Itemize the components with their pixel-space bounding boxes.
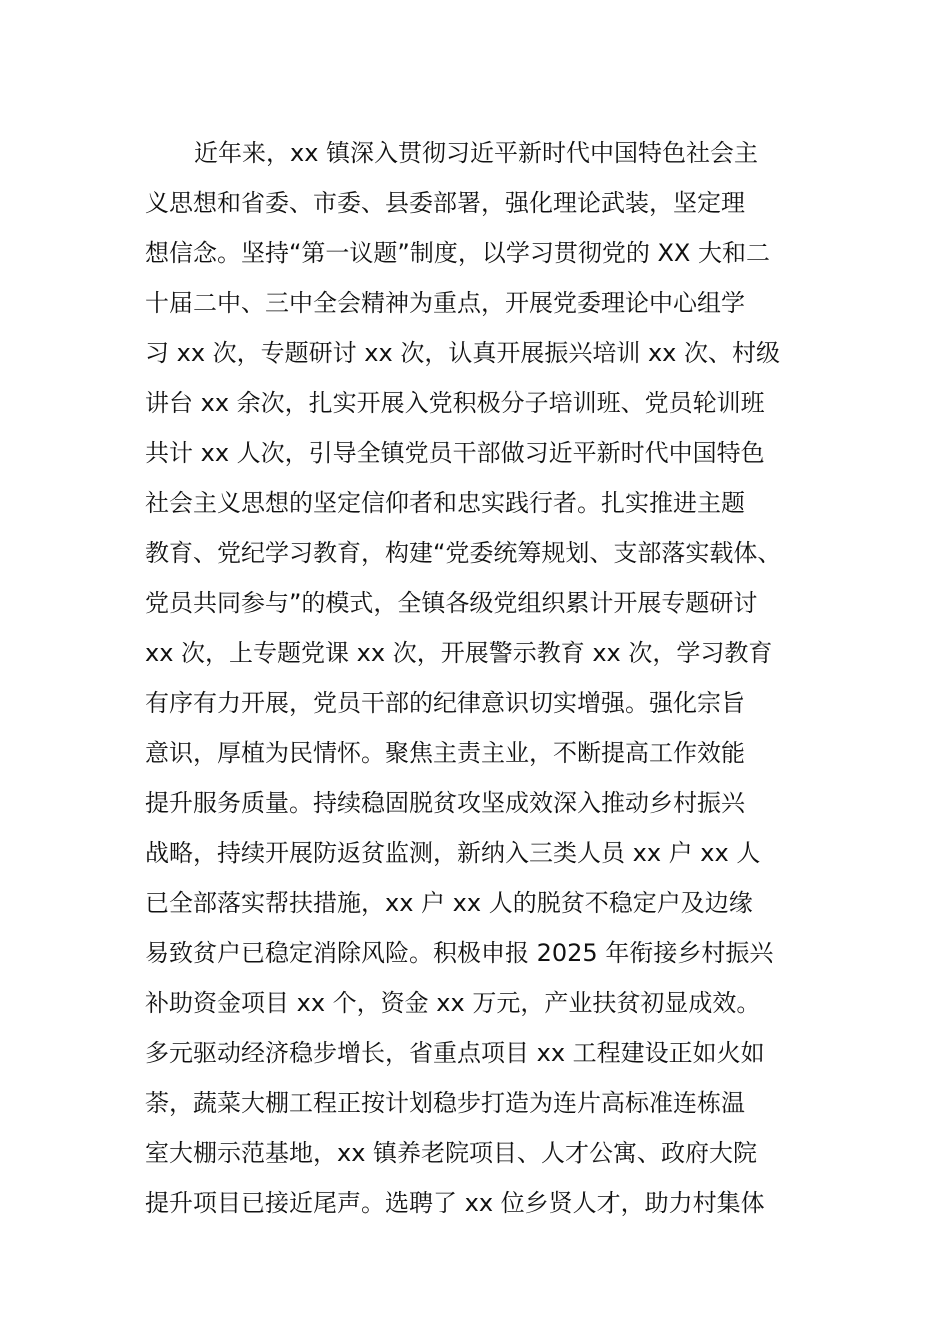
paragraph-line: 党员共同参与”的模式，全镇各级党组织累计开展专题研讨 bbox=[145, 589, 758, 617]
paragraph-line: xx 次，上专题党课 xx 次，开展警示教育 xx 次，学习教育 bbox=[145, 639, 773, 667]
paragraph-line: 多元驱动经济稳步增长，省重点项目 xx 工程建设正如火如 bbox=[145, 1039, 765, 1067]
paragraph-line: 想信念。坚持“第一议题”制度，以学习贯彻党的 XX 大和二 bbox=[145, 239, 771, 267]
body-paragraph bbox=[145, 128, 845, 1228]
paragraph-line: 战略，持续开展防返贫监测，新纳入三类人员 xx 户 xx 人 bbox=[145, 839, 761, 867]
paragraph-line: 已全部落实帮扶措施，xx 户 xx 人的脱贫不稳定户及边缘 bbox=[145, 889, 753, 917]
paragraph-line: 意识，厚植为民情怀。聚焦主责主业，不断提高工作效能 bbox=[145, 739, 745, 767]
paragraph-line: 社会主义思想的坚定信仰者和忠实践行者。扎实推进主题 bbox=[145, 489, 745, 517]
paragraph-line: 教育、党纪学习教育，构建“党委统筹规划、支部落实载体、 bbox=[145, 539, 782, 567]
paragraph-line: 提升项目已接近尾声。选聘了 xx 位乡贤人才，助力村集体 bbox=[145, 1189, 765, 1217]
paragraph-line: 十届二中、三中全会精神为重点，开展党委理论中心组学 bbox=[145, 289, 745, 317]
paragraph-line: 提升服务质量。持续稳固脱贫攻坚成效深入推动乡村振兴 bbox=[145, 789, 745, 817]
paragraph-line: 有序有力开展，党员干部的纪律意识切实增强。强化宗旨 bbox=[145, 689, 745, 717]
paragraph-line: 近年来，xx 镇深入贯彻习近平新时代中国特色社会主 bbox=[194, 139, 759, 167]
paragraph-line: 补助资金项目 xx 个，资金 xx 万元，产业扶贫初显成效。 bbox=[145, 989, 761, 1017]
paragraph-line: 义思想和省委、市委、县委部署，强化理论武装，坚定理 bbox=[145, 189, 745, 217]
paragraph-line: 室大棚示范基地，xx 镇养老院项目、人才公寓、政府大院 bbox=[145, 1139, 758, 1167]
paragraph-line: 易致贫户已稳定消除风险。积极申报 2025 年衔接乡村振兴 bbox=[145, 939, 774, 967]
paragraph-line: 荼，蔬菜大棚工程正按计划稳步打造为连片高标准连栋温 bbox=[145, 1089, 745, 1117]
paragraph-line: 习 xx 次，专题研讨 xx 次，认真开展振兴培训 xx 次、村级 bbox=[145, 339, 780, 367]
paragraph-line: 共计 xx 人次，引导全镇党员干部做习近平新时代中国特色 bbox=[145, 439, 765, 467]
paragraph-line: 讲台 xx 余次，扎实开展入党积极分子培训班、党员轮训班 bbox=[145, 389, 765, 417]
